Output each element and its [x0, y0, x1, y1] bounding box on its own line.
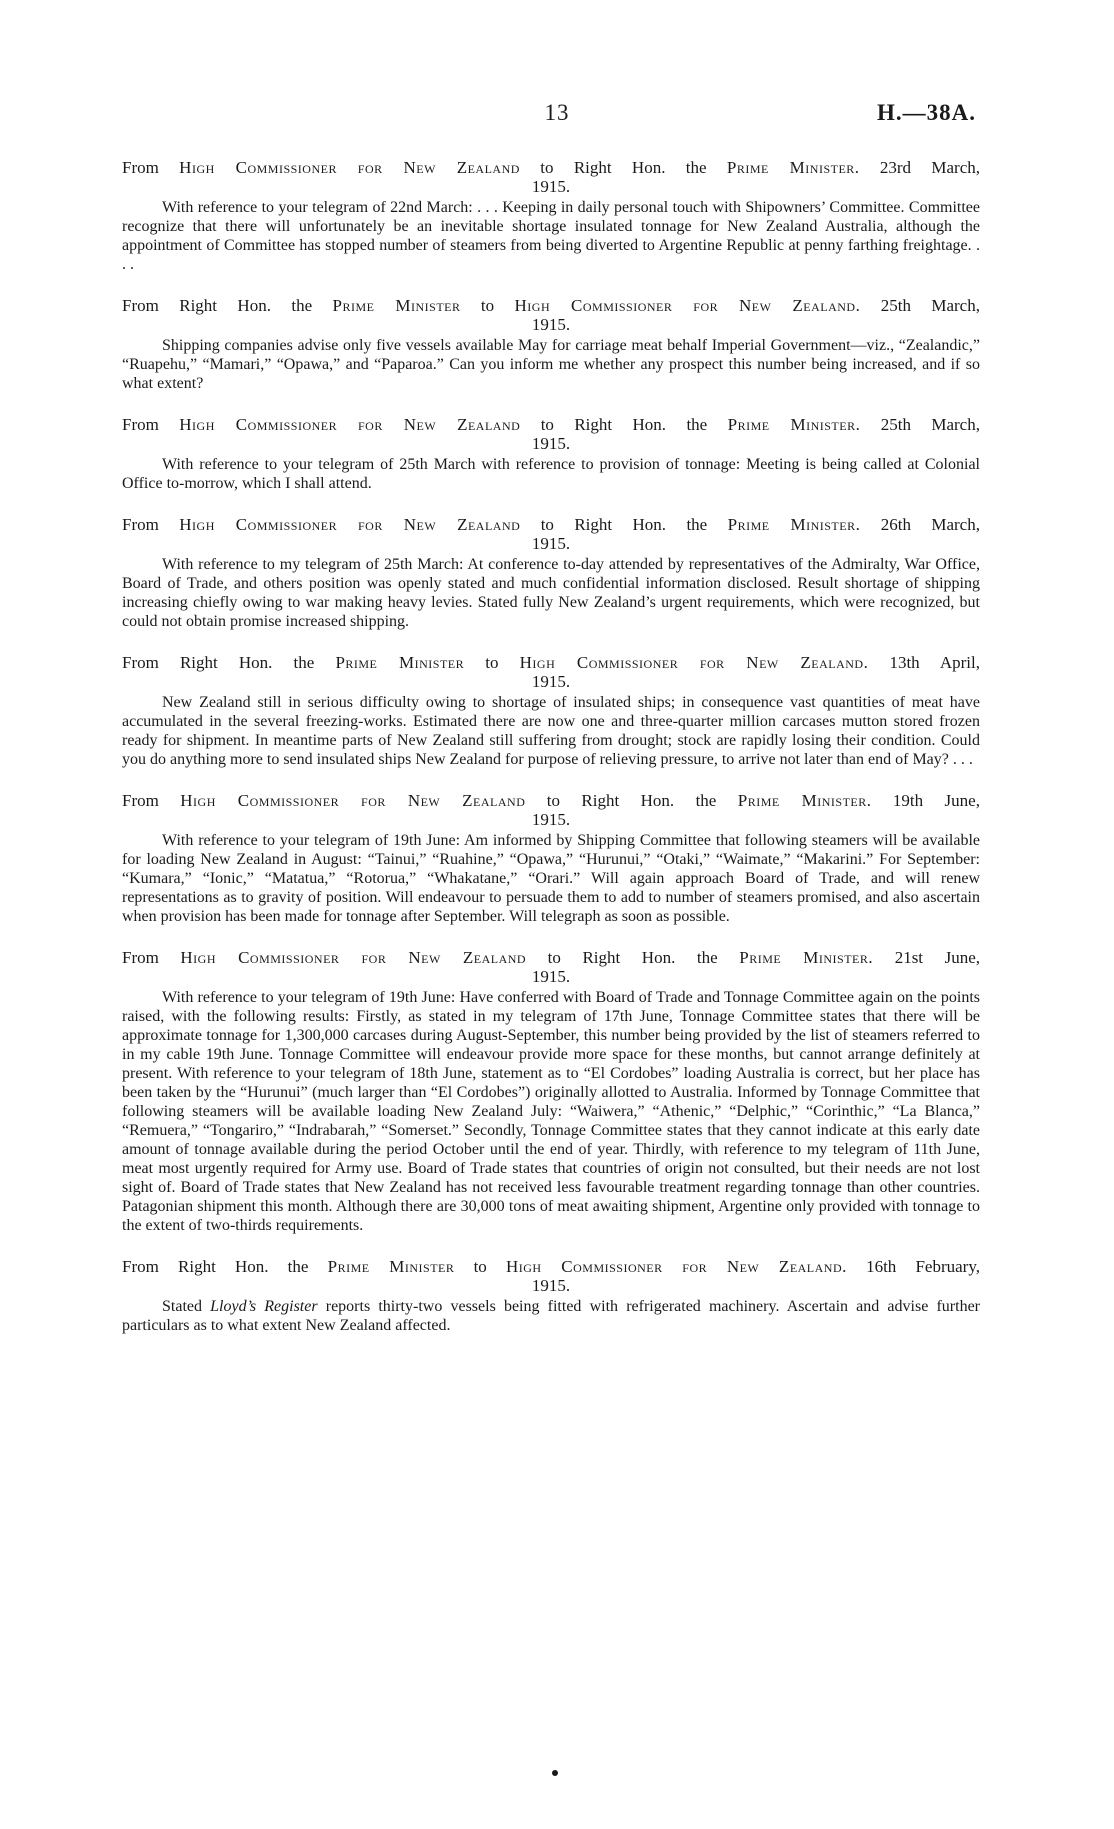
telegram-entry-2 — [122, 296, 980, 393]
telegram-year: 1915. — [531, 1276, 571, 1295]
telegram-heading: From Right Hon. the Prime Minister to High Commissioner for New Zealand. 25th March, — [122, 296, 980, 315]
telegram-heading: From Right Hon. the Prime Minister to High Commissioner for New Zealand. 13th April, — [122, 653, 981, 672]
telegram-entry-7 — [122, 948, 980, 1235]
telegram-date: 16th February, — [846, 1257, 980, 1276]
telegram-heading: From High Commissioner for New Zealand to Right Hon. the Prime Minister. 21st June, — [122, 948, 980, 967]
telegram-body: New Zealand still in serious difficulty owing to shortage of insulated ships; in consequence vast quantities of meat have accumulated in the several freezing-works. Estimated there are now one and three-quarter million carcases mutton stored frozen ready for shipment. In meantime parts of New Zealand still suffering from drought; stock are rapidly losing their condition. Could you do anything more to send insulated ships New Zealand for purpose of relieving pressure, to arrive not later than end of May? . . . — [122, 694, 980, 768]
sender: High Commissioner for New Zealand — [179, 515, 521, 534]
recipient: Prime Minister. — [737, 791, 872, 810]
telegram-date: 25th March, — [860, 296, 980, 315]
telegram-entry-4 — [122, 515, 980, 631]
telegram-date: 13th April, — [868, 653, 981, 672]
telegram-body: With reference to my telegram of 25th March: At conference to-day attended by representatives of the Admiralty, War Office, Board of Trade, and others position was openly stated and much confidential information disclosed. Result shortage of shipping increasing chiefly owing to war making heavy levies. Stated fully New Zealand’s urgent requirements, which were recognized, but could not obtain promise increased shipping. — [122, 556, 980, 630]
telegram-date: 26th March, — [860, 515, 980, 534]
telegram-date: 23rd March, — [859, 158, 980, 177]
publication-title: Lloyd’s Register — [210, 1298, 318, 1315]
telegram-heading: From High Commissioner for New Zealand to Right Hon. the Prime Minister. 19th June, — [122, 791, 980, 810]
telegram-heading: From High Commissioner for New Zealand to Right Hon. the Prime Minister. 26th March, — [122, 515, 980, 534]
telegram-date: 19th June, — [871, 791, 980, 810]
telegram-body: Stated Lloyd’s Register reports thirty-two vessels being fitted with refrigerated machinery. Ascertain and advise further particulars as to what extent New Zealand affected. — [122, 1298, 980, 1334]
telegram-entry-5 — [122, 653, 980, 769]
telegram-date: 21st June, — [873, 948, 980, 967]
telegram-year: 1915. — [531, 434, 571, 453]
telegram-entry-1 — [122, 158, 980, 274]
recipient: Prime Minister. — [727, 415, 861, 434]
recipient: Prime Minister. — [739, 948, 874, 967]
recipient: High Commissioner for New Zealand. — [514, 296, 861, 315]
telegram-year: 1915. — [531, 810, 571, 829]
telegram-year: 1915. — [531, 672, 571, 691]
document-reference: H.—38A. — [877, 100, 976, 125]
telegram-entry-8 — [122, 1257, 980, 1335]
telegram-body: With reference to your telegram of 25th March with reference to provision of tonnage: Meeting is being called at Colonial Office to-morrow, which I shall attend. — [122, 456, 980, 492]
telegram-year: 1915. — [531, 315, 571, 334]
telegram-year: 1915. — [531, 534, 571, 553]
telegram-body: With reference to your telegram of 19th June: Am informed by Shipping Committee that following steamers will be available for loading New Zealand in August: “Tainui,” “Ruahine,” “Opawa,” “Hurunui,” “Otaki,” “Waimate,” “Makarini.” For September: “Kumara,” “Ionic,” “Matatua,” “Rotorua,” “Whakatane,” “Orari.” Will again approach Board of Trade, and will renew representations as to gravity of position. Will endeavour to persuade them to add to number of steamers promised, and also ascertain when provision has been made for tonnage after September. Will telegraph as soon as possible. — [122, 832, 980, 925]
page-number: 13 — [544, 100, 570, 125]
telegram-heading: From High Commissioner for New Zealand to Right Hon. the Prime Minister. 23rd March, — [122, 158, 980, 177]
telegram-body: With reference to your telegram of 19th June: Have conferred with Board of Trade and Tonnage Committee again on the points raised, with the following results: Firstly, as stated in my telegram of 17th June, Tonnage Committee states that there will be approximate tonnage for 1,300,000 carcases during August-September, this number being provided by the list of steamers referred to in my cable 19th June. Tonnage Committee will endeavour provide more space for these months, but cannot arrange definitely at present. With reference to your telegram of 18th June, statement as to “El Cordobes” loading Australia is correct, but her place has been taken by the “Hurunui” (much larger than “El Cordobes”) originally allotted to Australia. Informed by Tonnage Committee that following steamers will be available loading New Zealand July: “Waiwera,” “Athenic,” “Delphic,” “Corinthic,” “La Blanca,” “Remuera,” “Tongariro,” “Indrabarah,” “Somerset.” Secondly, Tonnage Committee states that they cannot indicate at this early date amount of tonnage available during the period October until the end of year. Thirdly, with reference to my telegram of 11th June, meat most urgently required for Army use. Board of Trade states that countries of origin not consulted, but their needs are not lost sight of. Board of Trade states that New Zealand has not received less favourable treatment regarding tonnage than other countries. Patagonian shipment this month. Although there are 30,000 tons of meat awaiting shipment, Argentine only provided with tonnage to the extent of two-thirds requirements. — [122, 989, 980, 1234]
sender: Prime Minister — [332, 296, 461, 315]
recipient: Prime Minister. — [727, 515, 861, 534]
telegram-body: With reference to your telegram of 22nd March: . . . Keeping in daily personal touch with Shipowners’ Committee. Committee recognize that there will unfortunately be an inevitable shortage insulated tonnage for New Zealand Australia, although the appointment of Committee has stopped number of steamers from being diverted to Argentine Republic at penny farthing freightage. . . . — [122, 199, 980, 273]
recipient: High Commissioner for New Zealand. — [519, 653, 869, 672]
telegram-year: 1915. — [531, 177, 571, 196]
telegram-entry-6 — [122, 791, 980, 926]
telegram-entry-3 — [122, 415, 980, 493]
sender: Prime Minister — [327, 1257, 455, 1276]
page-mark — [552, 1770, 558, 1776]
sender: High Commissioner for New Zealand — [180, 948, 527, 967]
recipient: Prime Minister. — [726, 158, 860, 177]
recipient: High Commissioner for New Zealand. — [505, 1257, 847, 1276]
telegram-body: Shipping companies advise only five vessels available May for carriage meat behalf Imperial Government—viz., “Zealandic,” “Ruapehu,” “Mamari,” “Opawa,” and “Paparoa.” Can you inform me whether any prospect this number being increased, and if so what extent? — [122, 337, 980, 392]
telegram-heading: From High Commissioner for New Zealand to Right Hon. the Prime Minister. 25th March, — [122, 415, 980, 434]
telegram-list — [122, 158, 980, 1350]
telegram-year: 1915. — [531, 967, 571, 986]
sender: High Commissioner for New Zealand — [179, 415, 521, 434]
telegram-heading: From Right Hon. the Prime Minister to High Commissioner for New Zealand. 16th February, — [122, 1257, 980, 1276]
sender: High Commissioner for New Zealand — [180, 791, 526, 810]
sender: High Commissioner for New Zealand — [179, 158, 520, 177]
sender: Prime Minister — [335, 653, 465, 672]
telegram-date: 25th March, — [860, 415, 980, 434]
